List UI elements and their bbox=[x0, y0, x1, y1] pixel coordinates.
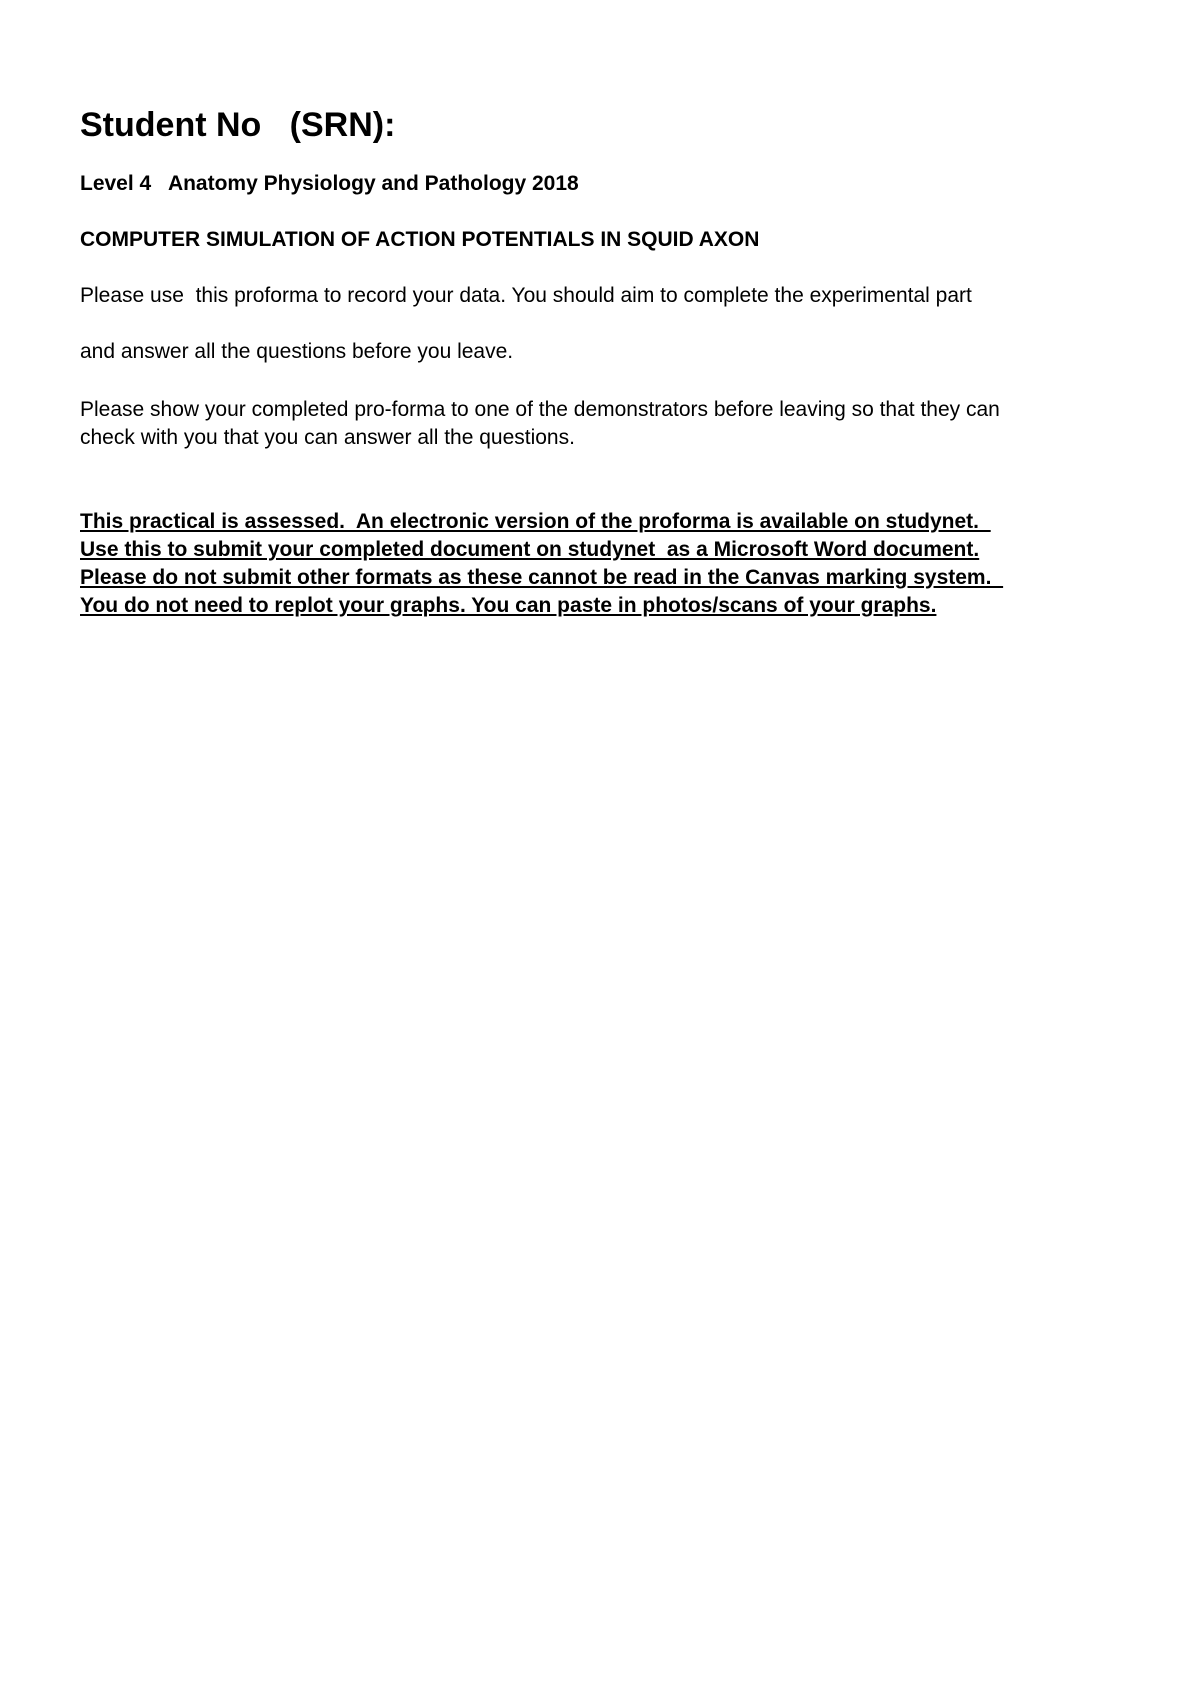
assessment-notice-line: This practical is assessed. An electronic version of the proforma is available on studynet. bbox=[80, 510, 991, 533]
assessment-notice-line: Use this to submit your completed document on studynet as a Microsoft Word document. bbox=[80, 538, 980, 561]
assessment-notice-line: Please do not submit other formats as these cannot be read in the Canvas marking system. bbox=[80, 566, 1004, 589]
show-proforma-line-1: Please show your completed pro-forma to one of the demonstrators before leaving so that they can bbox=[80, 398, 1000, 421]
student-srn-heading: Student No (SRN): bbox=[80, 106, 396, 144]
assessment-notice bbox=[80, 508, 1003, 620]
show-proforma-line-2: check with you that you can answer all the questions. bbox=[80, 426, 575, 449]
page-content bbox=[80, 100, 1150, 617]
assessment-notice-line: You do not need to replot your graphs. You can paste in photos/scans of your graphs. bbox=[80, 594, 937, 617]
instructions-line-1: Please use this proforma to record your data. You should aim to complete the experimental part bbox=[80, 284, 972, 307]
show-proforma-paragraph bbox=[80, 396, 1000, 452]
instructions-line-2: and answer all the questions before you leave. bbox=[80, 340, 514, 363]
simulation-title: COMPUTER SIMULATION OF ACTION POTENTIALS IN SQUID AXON bbox=[80, 228, 760, 251]
course-line: Level 4 Anatomy Physiology and Pathology 2018 bbox=[80, 172, 579, 195]
